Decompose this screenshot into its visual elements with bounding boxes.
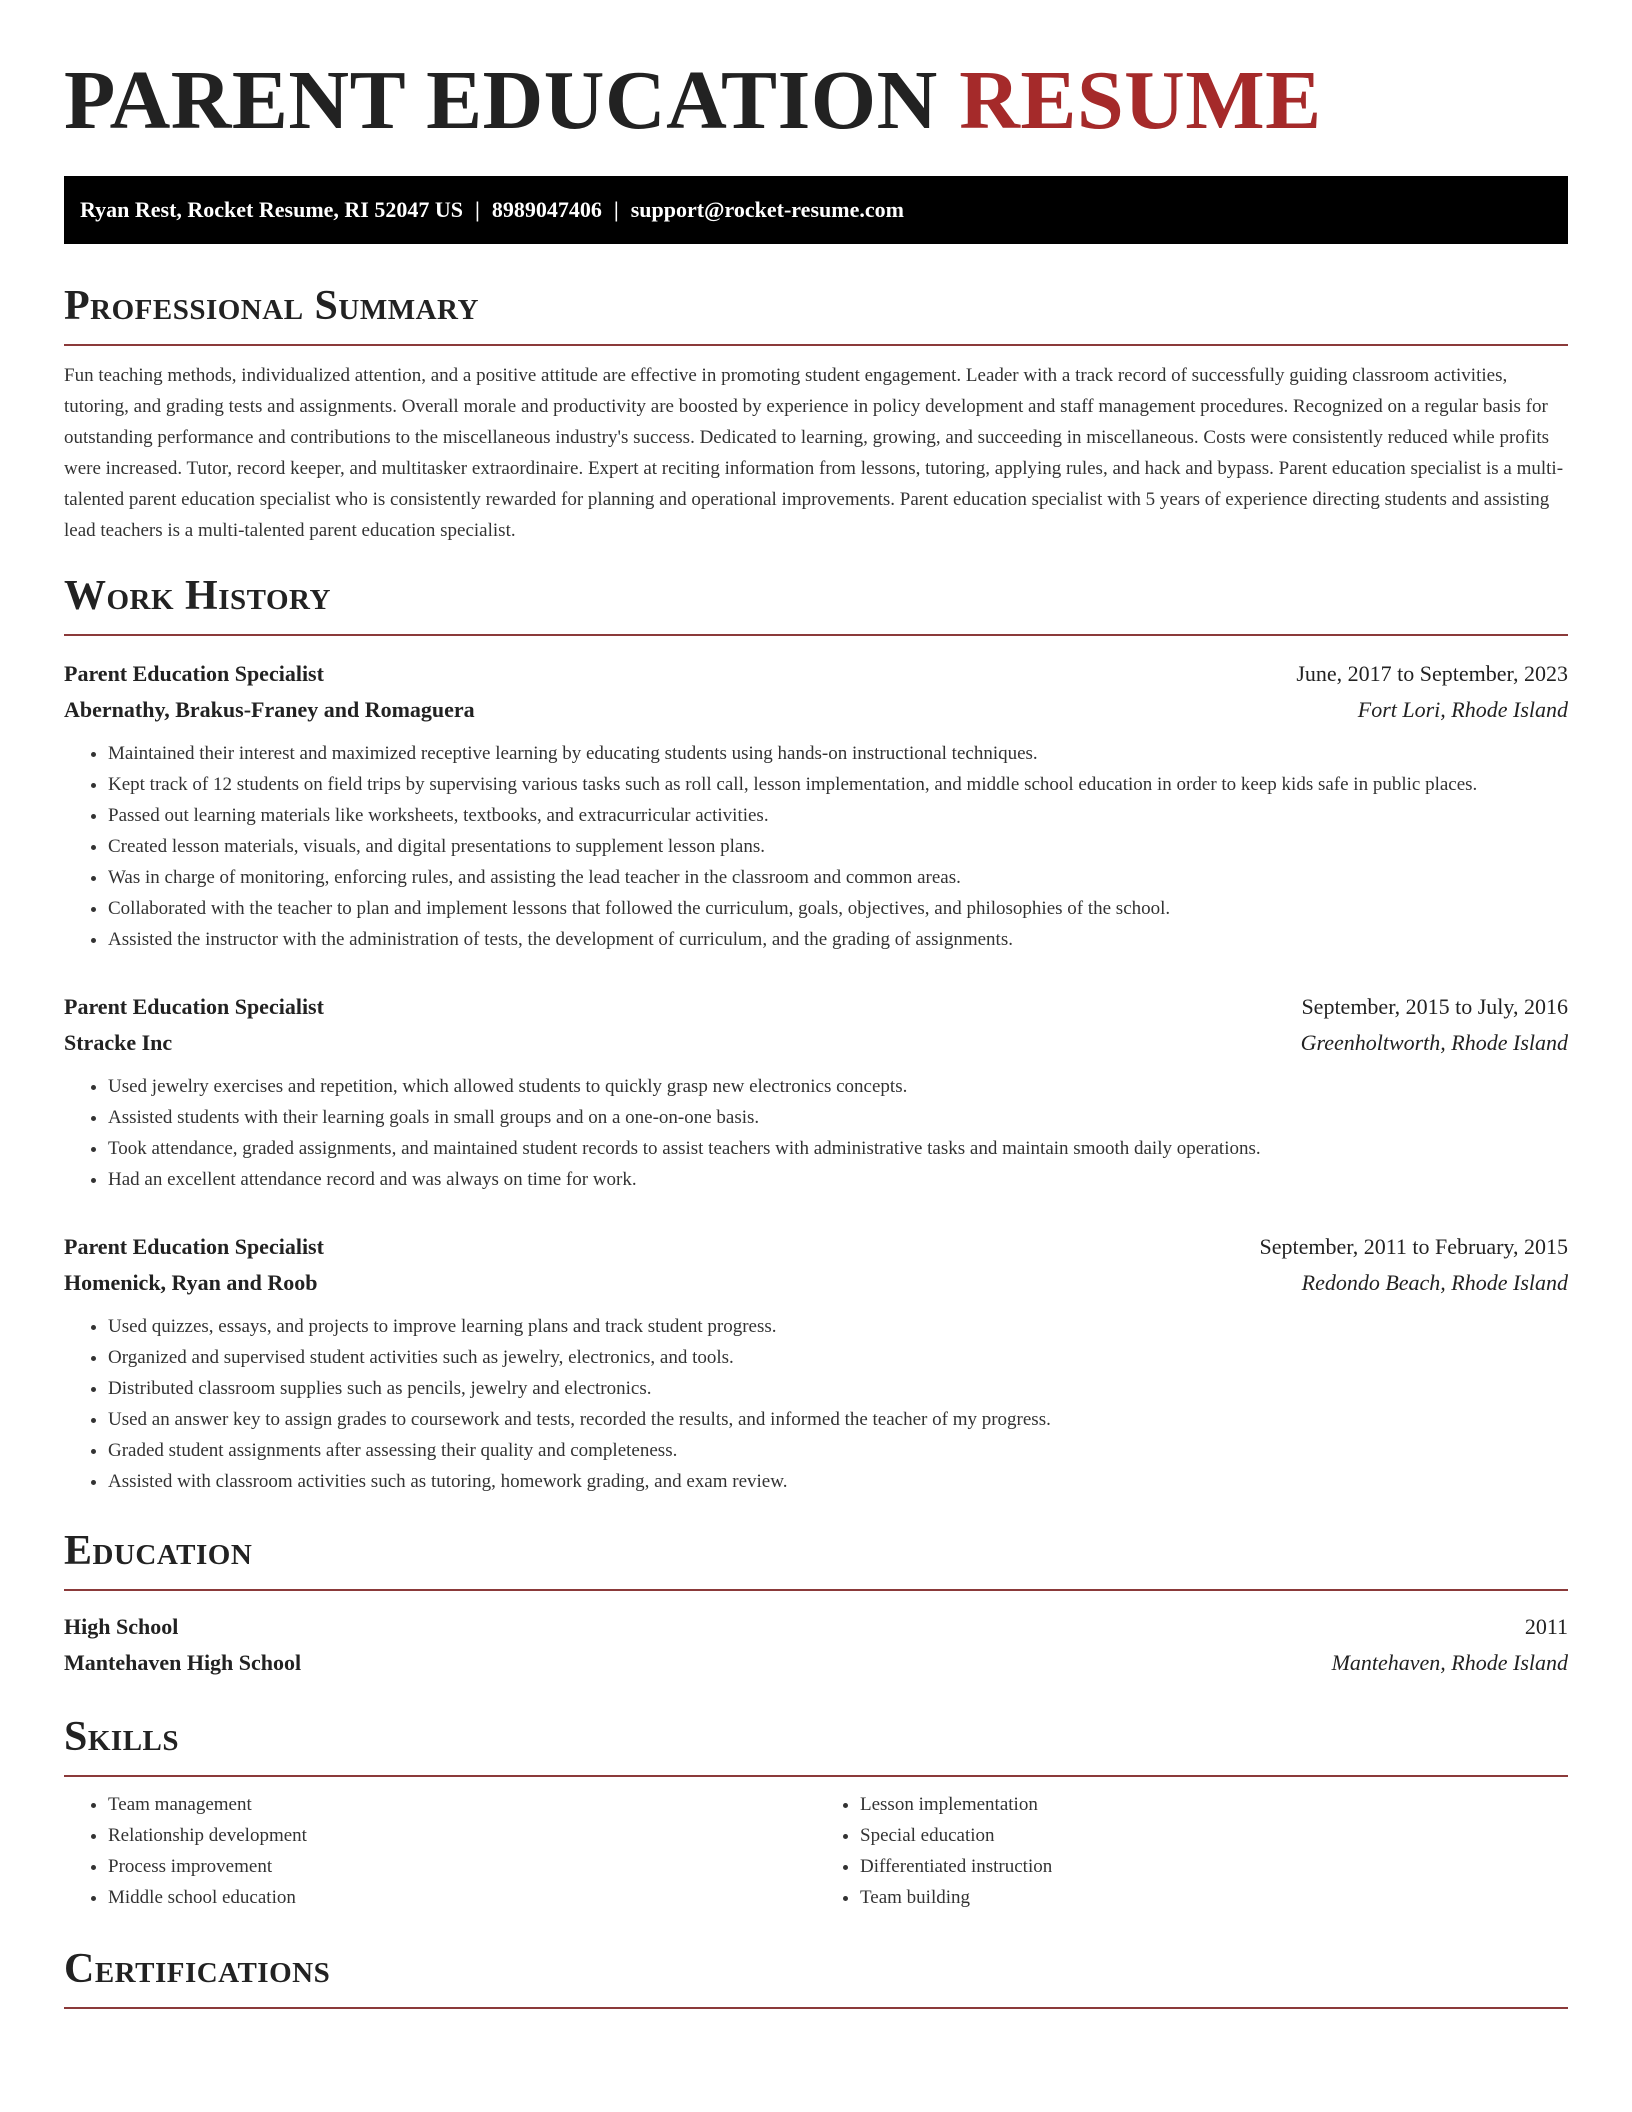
skill-item: • Relationship development: [108, 1820, 816, 1851]
job-duty-item: • Used quizzes, essays, and projects to improve learning plans and track student progress.: [108, 1311, 1568, 1342]
job-header-row: [64, 1229, 1568, 1265]
job-duty-item: • Used an answer key to assign grades to coursework and tests, recorded the results, and informed the teacher of my progress.: [108, 1404, 1568, 1435]
contact-email: support@rocket-resume.com: [630, 197, 904, 222]
certifications-heading: Certifications: [64, 1946, 331, 1992]
education-degree: High School: [64, 1614, 179, 1639]
contact-separator: |: [613, 197, 619, 222]
skill-item: • Special education: [860, 1820, 1568, 1851]
job-title: Parent Education Specialist: [64, 1234, 324, 1259]
education-location: Mantehaven, Rhode Island: [1331, 1650, 1568, 1675]
job-duty-item: • Used jewelry exercises and repetition, which allowed students to quickly grasp new electronics concepts.: [108, 1071, 1568, 1102]
job-duty-item: • Collaborated with the teacher to plan and implement lessons that followed the curriculum, goals, objectives, and philosophies of the school.: [108, 893, 1568, 924]
job-duty-item: • Was in charge of monitoring, enforcing rules, and assisting the lead teacher in the classroom and common areas.: [108, 862, 1568, 893]
job-duty-item: • Passed out learning materials like worksheets, textbooks, and extracurricular activities.: [108, 800, 1568, 831]
job-company-row: [64, 692, 1568, 728]
skills-list: [64, 1789, 1568, 1913]
skill-item: • Process improvement: [108, 1851, 816, 1882]
job-entry: [64, 656, 1568, 955]
summary-text: Fun teaching methods, individualized attention, and a positive attitude are effective in promoting student engagement. Leader with a track record of successfully guiding classroom activities, tutoring, and grading tests and assignments. Overall morale and productivity are boosted by experience in policy development and staff management procedures. Recognized on a regular basis for outstanding performance and contributions to the miscellaneous industry's success. Dedicated to learning, growing, and succeeding in miscellaneous. Costs were consistently reduced while profits were increased. Tutor, record keeper, and multitasker extraordinaire. Expert at reciting information from lessons, tutoring, applying rules, and hack and bypass. Parent education specialist is a multi-talented parent education specialist who is consistently rewarded for planning and operational improvements. Parent education specialist with 5 years of experience directing students and assisting lead teachers is a multi-talented parent education specialist.: [64, 365, 1564, 541]
job-duties-list: [64, 1071, 1568, 1195]
section-divider: [64, 344, 1568, 346]
contact-separator: |: [474, 197, 480, 222]
skill-item: • Lesson implementation: [860, 1789, 1568, 1820]
resume-page: [64, 0, 1568, 2009]
job-duty-item: • Had an excellent attendance record and was always on time for work.: [108, 1164, 1568, 1195]
contact-address: Ryan Rest, Rocket Resume, RI 52047 US: [80, 197, 463, 222]
job-company: Abernathy, Brakus-Franey and Romaguera: [64, 697, 475, 722]
job-title: Parent Education Specialist: [64, 661, 324, 686]
job-duty-item: • Graded student assignments after assessing their quality and completeness.: [108, 1435, 1568, 1466]
job-duty-item: • Took attendance, graded assignments, and maintained student records to assist teachers with administrative tasks and maintain smooth daily operations.: [108, 1133, 1568, 1164]
skills-column-right: [816, 1789, 1568, 1913]
work-history-list: [64, 656, 1568, 1497]
title-main: PARENT EDUCATION: [64, 54, 938, 147]
job-location: Fort Lori, Rhode Island: [1357, 697, 1568, 722]
resume-title: [64, 0, 1568, 146]
education-entry: [64, 1609, 1568, 1681]
skills-column-left: [64, 1789, 816, 1913]
job-location: Redondo Beach, Rhode Island: [1301, 1270, 1568, 1295]
skill-item: • Team building: [860, 1882, 1568, 1913]
job-duties-list: [64, 1311, 1568, 1497]
job-dates: September, 2011 to February, 2015: [1259, 1234, 1568, 1259]
job-duty-item: • Assisted with classroom activities such as tutoring, homework grading, and exam review.: [108, 1466, 1568, 1497]
job-entry: [64, 989, 1568, 1195]
job-duty-item: • Distributed classroom supplies such as pencils, jewelry and electronics.: [108, 1373, 1568, 1404]
summary-heading: Professional Summary: [64, 283, 479, 329]
title-accent: RESUME: [959, 54, 1322, 147]
job-duties-list: [64, 738, 1568, 955]
skills-heading: Skills: [64, 1714, 180, 1760]
job-duty-item: • Kept track of 12 students on field trips by supervising various tasks such as roll call, lesson implementation, and middle school education in order to keep kids safe in public places.: [108, 769, 1568, 800]
job-title: Parent Education Specialist: [64, 994, 324, 1019]
job-company-row: [64, 1265, 1568, 1301]
job-duty-item: • Created lesson materials, visuals, and digital presentations to supplement lesson plans.: [108, 831, 1568, 862]
contact-phone: 8989047406: [491, 197, 602, 222]
job-header-row: [64, 656, 1568, 692]
job-duty-item: • Organized and supervised student activities such as jewelry, electronics, and tools.: [108, 1342, 1568, 1373]
job-company-row: [64, 1025, 1568, 1061]
job-duty-item: • Maintained their interest and maximized receptive learning by educating students using hands-on instructional techniques.: [108, 738, 1568, 769]
skill-item: • Differentiated instruction: [860, 1851, 1568, 1882]
section-divider: [64, 634, 1568, 636]
job-duty-item: • Assisted the instructor with the administration of tests, the development of curriculum, and the grading of assignments.: [108, 924, 1568, 955]
contact-bar: [64, 176, 1568, 244]
section-divider: [64, 2007, 1568, 2009]
job-duty-item: • Assisted students with their learning goals in small groups and on a one-on-one basis.: [108, 1102, 1568, 1133]
section-divider: [64, 1775, 1568, 1777]
job-dates: September, 2015 to July, 2016: [1301, 994, 1568, 1019]
skill-item: • Middle school education: [108, 1882, 816, 1913]
work-history-heading: Work History: [64, 573, 331, 619]
job-entry: [64, 1229, 1568, 1497]
skill-item: • Team management: [108, 1789, 816, 1820]
job-dates: June, 2017 to September, 2023: [1296, 661, 1568, 686]
education-heading: Education: [64, 1528, 253, 1574]
education-school: Mantehaven High School: [64, 1650, 302, 1675]
job-company: Homenick, Ryan and Roob: [64, 1270, 318, 1295]
job-location: Greenholtworth, Rhode Island: [1300, 1030, 1568, 1055]
job-header-row: [64, 989, 1568, 1025]
job-company: Stracke Inc: [64, 1030, 173, 1055]
section-divider: [64, 1589, 1568, 1591]
education-year: 2011: [1524, 1614, 1568, 1639]
